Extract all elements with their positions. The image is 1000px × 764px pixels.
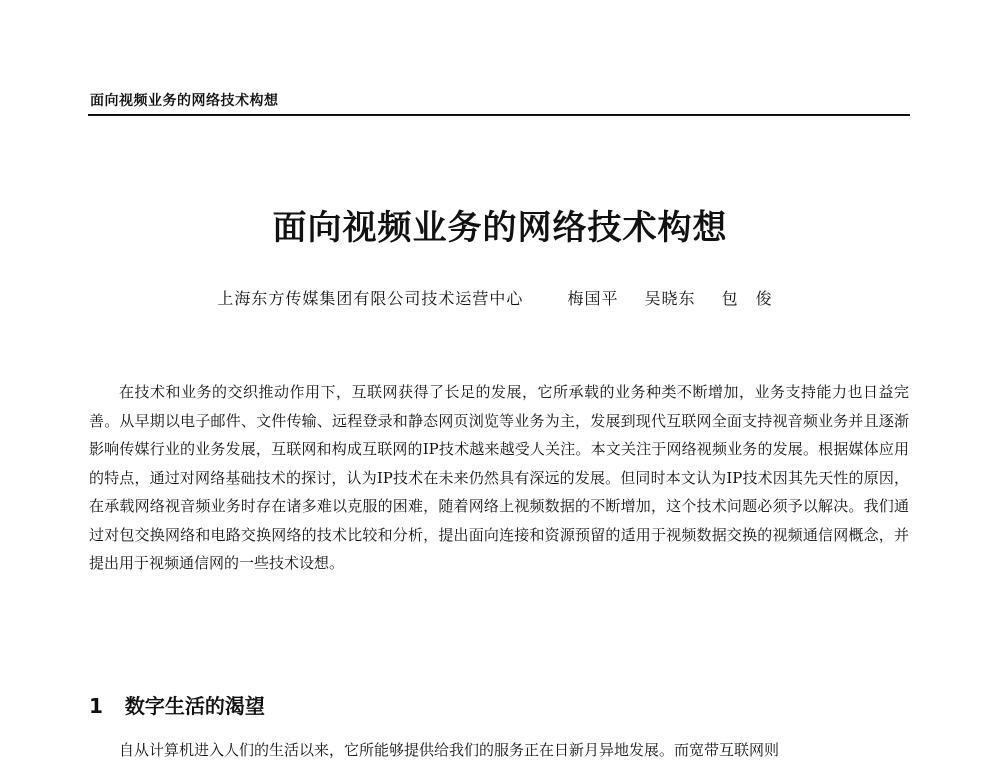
abstract-paragraph: 在技术和业务的交织推动作用下，互联网获得了长足的发展，它所承载的业务种类不断增加，业务支持能力也日益完善。从早期以电子邮件、文件传输、远程登录和静态网页浏览等业务为主，发展到现代互联网全面支持视音频业务并且逐渐影响传媒行业的业务发展，互联网和构成互联网的IP技术越来越受人关注。本文关注于网络视频业务的发展。根据媒体应用的特点，通过对网络基础技术的探讨，认为IP技术在未来仍然具有深远的发展。但同时本文认为IP技术因其先天性的原因，在承载网络视音频业务时存在诸多难以克服的困难，随着网络上视频数据的不断增加，这个技术问题必须予以解决。我们通过对包交换网络和电路交换网络的技术比较和分析，提出面向连接和资源预留的适用于视频数据交换的视频通信网概念，并提出用于视频通信网的一些技术设想。 — [89, 383, 909, 572]
paper-title: 面向视频业务的网络技术构想 — [272, 208, 728, 248]
author-name: 包 俊 — [721, 289, 773, 308]
section-title: 数字生活的渴望 — [124, 694, 265, 718]
running-header — [88, 90, 910, 116]
author-line — [0, 286, 1000, 309]
section-heading — [89, 690, 265, 719]
section-number: 1 — [89, 694, 103, 718]
author-name: 吴晓东 — [644, 289, 696, 308]
body-paragraph: 自从计算机进入人们的生活以来，它所能够提供给我们的服务正在日新月异地发展。而宽带互联网则 — [119, 741, 780, 759]
author-name: 梅国平 — [567, 289, 619, 308]
author-affiliation: 上海东方传媒集团有限公司技术运营中心 — [217, 289, 524, 308]
running-header-text: 面向视频业务的网络技术构想 — [90, 93, 279, 109]
